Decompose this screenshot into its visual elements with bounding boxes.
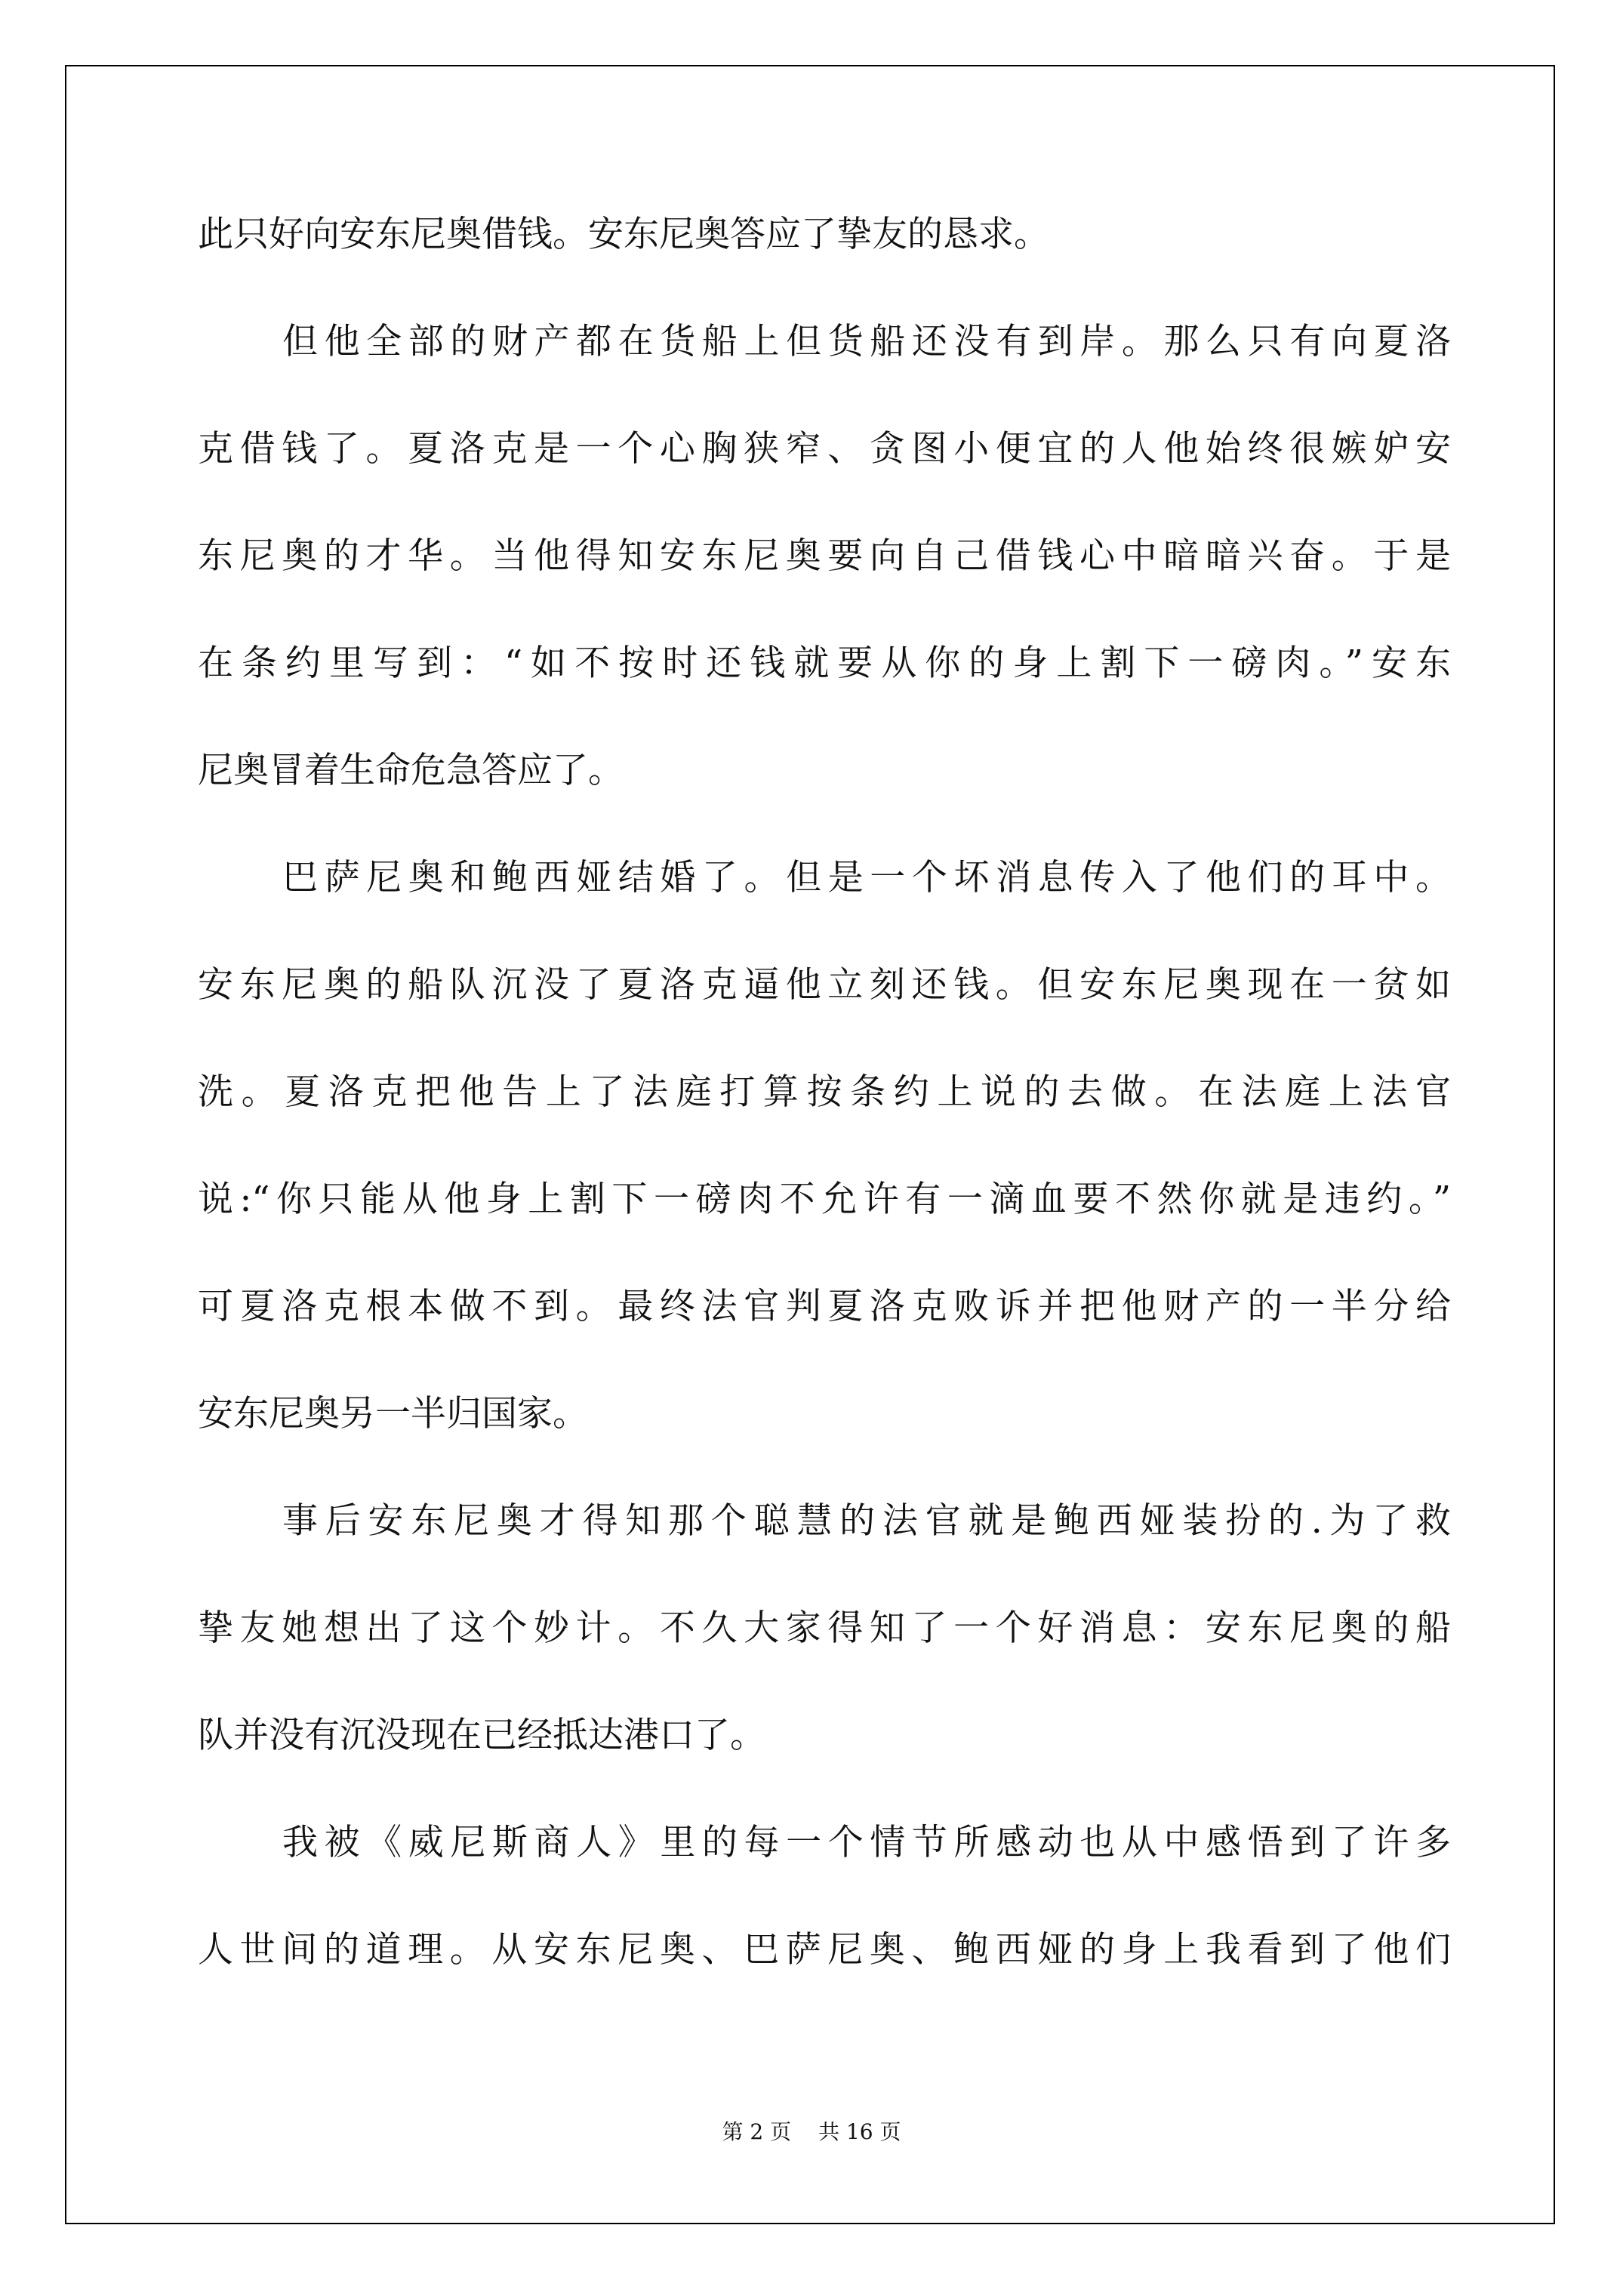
text-line: 队并没有沉没现在已经抵达港口了。 xyxy=(198,1715,765,1756)
text-line: 事后安东尼奥才得知那个聪慧的法官就是鲍西娅装扮的.为了救 xyxy=(282,1500,1451,1542)
text-line: 安东尼奥另一半归国家。 xyxy=(198,1393,588,1435)
page-footer xyxy=(0,2116,1623,2146)
text-line: 尼奥冒着生命危急答应了。 xyxy=(198,750,624,791)
page-number: 第 2 页 xyxy=(722,2119,792,2144)
text-line: 说:“你只能从他身上割下一磅肉不允许有一滴血要不然你就是违约。” xyxy=(198,1179,1451,1220)
text-line: 东尼奥的才华。当他得知安东尼奥要向自己借钱心中暗暗兴奋。于是 xyxy=(198,535,1451,577)
text-line: 洗。夏洛克把他告上了法庭打算按条约上说的去做。在法庭上法官 xyxy=(198,1071,1451,1113)
text-line: 但他全部的财产都在货船上但货船还没有到岸。那么只有向夏洛 xyxy=(282,321,1451,362)
document-body xyxy=(198,214,1451,2036)
text-line: 安东尼奥的船队沉没了夏洛克逼他立刻还钱。但安东尼奥现在一贫如 xyxy=(198,964,1451,1006)
text-line: 人世间的道理。从安东尼奥、巴萨尼奥、鲍西娅的身上我看到了他们 xyxy=(198,1929,1451,1971)
page-total: 共 16 页 xyxy=(818,2119,901,2144)
text-line: 我被《威尼斯商人》里的每一个情节所感动也从中感悟到了许多 xyxy=(282,1822,1451,1863)
text-line: 此只好向安东尼奥借钱。安东尼奥答应了挚友的恳求。 xyxy=(198,214,1049,255)
text-line: 挚友她想出了这个妙计。不久大家得知了一个好消息：安东尼奥的船 xyxy=(198,1607,1451,1649)
text-line: 可夏洛克根本做不到。最终法官判夏洛克败诉并把他财产的一半分给 xyxy=(198,1286,1451,1327)
text-line: 克借钱了。夏洛克是一个心胸狭窄、贪图小便宜的人他始终很嫉妒安 xyxy=(198,428,1451,470)
text-line: 在条约里写到：“如不按时还钱就要从你的身上割下一磅肉。”安东 xyxy=(198,643,1451,684)
text-line: 巴萨尼奥和鲍西娅结婚了。但是一个坏消息传入了他们的耳中。 xyxy=(282,857,1451,898)
